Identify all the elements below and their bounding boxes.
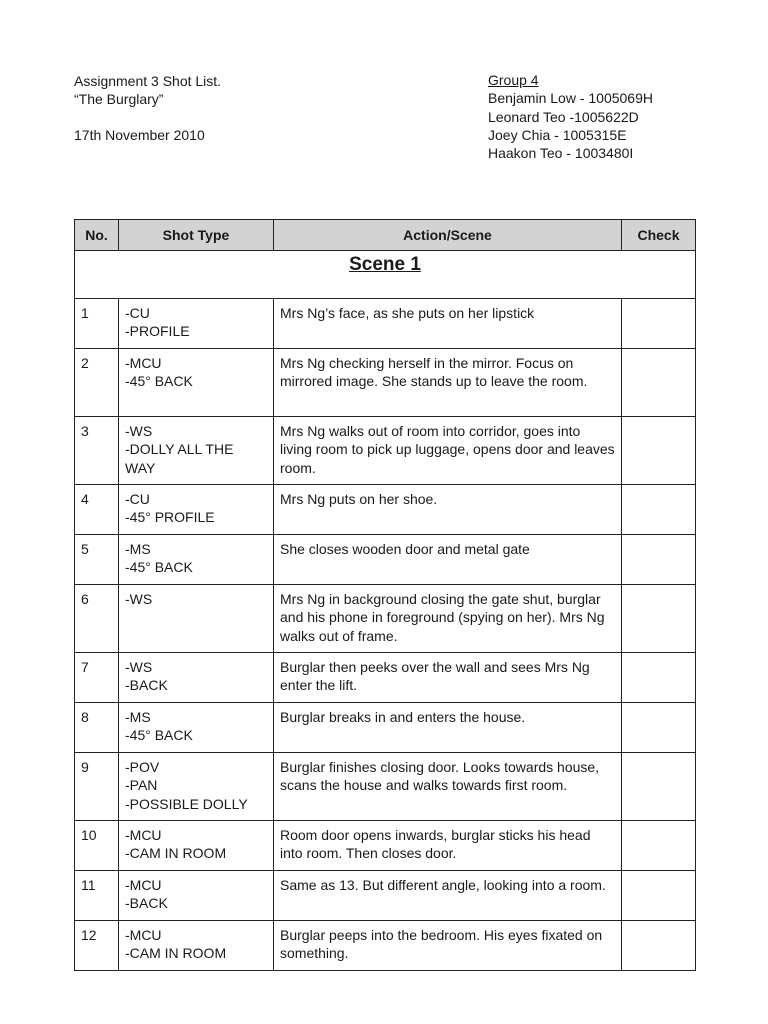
shot-type-line: -CU [125,305,150,321]
scene-cell [75,251,696,299]
shot-number-cell: 5 [75,535,119,585]
check-cell[interactable] [622,585,696,653]
table-row [75,821,696,871]
shot-number-cell: 8 [75,703,119,753]
shot-type-line: -BACK [125,895,168,912]
shot-type-line: -MCU [125,927,162,943]
shot-number-cell: 6 [75,585,119,653]
shot-number-cell: 9 [75,753,119,821]
action-scene-cell: Burglar then peeks over the wall and sees Mrs Ng enter the lift. [274,653,622,703]
shot-type-line: -45° BACK [125,727,193,744]
check-cell[interactable] [622,653,696,703]
shot-number-cell: 4 [75,485,119,535]
shot-type-line: -PROFILE [125,323,190,340]
shot-type-cell [119,585,274,653]
shot-type-cell [119,703,274,753]
shot-number-cell: 7 [75,653,119,703]
shot-type-cell [119,653,274,703]
header-left [74,72,221,144]
shot-type-line: -45° BACK [125,373,193,390]
shot-type-line: WAY [125,459,156,476]
shot-type-line: -DOLLY ALL THE [125,441,234,458]
check-cell[interactable] [622,349,696,417]
check-cell[interactable] [622,921,696,971]
shot-type-line: -MS [125,709,151,725]
shot-type-cell [119,349,274,417]
column-header-action: Action/Scene [274,220,622,251]
table-row [75,871,696,921]
shot-number-cell: 10 [75,821,119,871]
shot-type-line: -MCU [125,355,162,371]
shot-type-cell [119,921,274,971]
scene-row [75,251,696,299]
shot-type-line: -CAM IN ROOM [125,845,227,862]
shot-type-cell [119,821,274,871]
shot-type-cell [119,299,274,349]
table-header-row [75,220,696,251]
check-cell[interactable] [622,535,696,585]
table-row [75,653,696,703]
action-scene-cell: Mrs Ng in background closing the gate shut, burglar and his phone in foreground (spying on her). Mrs Ng walks out of frame. [274,585,622,653]
action-scene-cell: Burglar finishes closing door. Looks towards house, scans the house and walks towards first room. [274,753,622,821]
shot-type-line: -WS [125,591,153,607]
shot-type-line: -WS [125,659,153,675]
table-row [75,299,696,349]
table-row [75,921,696,971]
member-1: Benjamin Low - 1005069H [488,90,653,107]
shot-type-cell [119,535,274,585]
action-scene-cell: Mrs Ng’s face, as she puts on her lipstick [274,299,622,349]
check-cell[interactable] [622,871,696,921]
table-row [75,485,696,535]
action-scene-cell: Mrs Ng walks out of room into corridor, goes into living room to pick up luggage, opens door and leaves room. [274,417,622,485]
check-cell[interactable] [622,299,696,349]
shot-type-line: -CAM IN ROOM [125,945,227,962]
action-scene-cell: Mrs Ng puts on her shoe. [274,485,622,535]
column-header-no: No. [75,220,119,251]
shot-number-cell: 11 [75,871,119,921]
shot-type-line: -MCU [125,877,162,893]
table-row [75,535,696,585]
action-scene-cell: Room door opens inwards, burglar sticks his head into room. Then closes door. [274,821,622,871]
shot-type-line: -MS [125,541,151,557]
shot-type-line: -45° BACK [125,559,193,576]
shot-type-cell [119,871,274,921]
check-cell[interactable] [622,753,696,821]
action-scene-cell: Burglar peeps into the bedroom. His eyes fixated on something. [274,921,622,971]
shot-list-table [74,219,696,971]
member-2: Leonard Teo -1005622D [488,108,639,125]
shot-type-line: -PAN [125,777,158,794]
shot-type-line: -POSSIBLE DOLLY [125,795,248,812]
check-cell[interactable] [622,821,696,871]
shot-type-line: -POV [125,759,160,775]
member-3: Joey Chia - 1005315E [488,126,627,143]
assignment-title: Assignment 3 Shot List. [74,73,222,89]
action-scene-cell: Burglar breaks in and enters the house. [274,703,622,753]
shot-type-line: -CU [125,491,150,507]
table-row [75,417,696,485]
shot-number-cell: 3 [75,417,119,485]
shot-type-cell [119,753,274,821]
shot-type-line: -MCU [125,827,162,843]
check-cell[interactable] [622,703,696,753]
table-row [75,703,696,753]
check-cell[interactable] [622,417,696,485]
action-scene-cell: Mrs Ng checking herself in the mirror. Focus on mirrored image. She stands up to leave the room. [274,349,622,417]
check-cell[interactable] [622,485,696,535]
member-4: Haakon Teo - 1003480I [488,145,634,162]
column-header-shot-type: Shot Type [119,220,274,251]
header-right [488,71,653,162]
film-title: “The Burglary” [74,91,164,107]
action-scene-cell: She closes wooden door and metal gate [274,535,622,585]
action-scene-cell: Same as 13. But different angle, looking into a room. [274,871,622,921]
table-row [75,349,696,417]
table-row [75,753,696,821]
shot-type-line: -BACK [125,677,168,694]
column-header-check: Check [622,220,696,251]
shot-number-cell: 12 [75,921,119,971]
document-date: 17th November 2010 [74,127,205,143]
scene-title: Scene 1 [349,254,421,275]
group-title: Group 4 [488,72,539,88]
shot-type-cell [119,485,274,535]
shot-number-cell: 1 [75,299,119,349]
shot-type-line: -WS [125,423,153,439]
shot-type-line: -45° PROFILE [125,509,215,526]
shot-type-cell [119,417,274,485]
shot-number-cell: 2 [75,349,119,417]
table-row [75,585,696,653]
